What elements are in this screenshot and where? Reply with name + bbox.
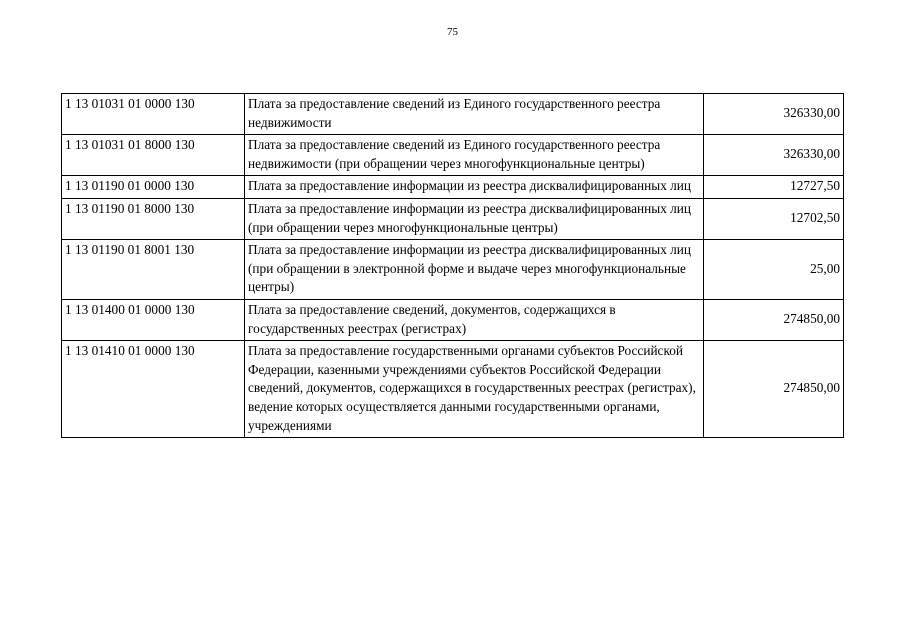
page-number: 75 (447, 26, 458, 38)
table-row (62, 176, 844, 199)
revenue-description: Плата за предоставление информации из реестра дисквалифицированных лиц (245, 176, 704, 199)
table-row (62, 341, 844, 438)
revenue-description: Плата за предоставление сведений из Единого государственного реестра недвижимости (при обращении через многофункциональные центры) (245, 135, 704, 176)
budget-classification-code: 1 13 01190 01 8000 130 (62, 198, 245, 239)
revenue-amount: 274850,00 (704, 341, 844, 438)
budget-classification-code: 1 13 01190 01 8001 130 (62, 240, 245, 300)
table-row (62, 94, 844, 135)
revenue-description: Плата за предоставление государственными органами субъектов Российской Федерации, казенными учреждениями субъектов Российской Федерации сведений, документов, содержащихся в государственных реестрах (регистрах), ведение которых осуществляется данными государственными органами, учреждениями (245, 341, 704, 438)
table-row (62, 240, 844, 300)
budget-classification-code: 1 13 01410 01 0000 130 (62, 341, 245, 438)
revenue-description: Плата за предоставление информации из реестра дисквалифицированных лиц (при обращении через многофункциональные центры) (245, 198, 704, 239)
budget-classification-code: 1 13 01031 01 0000 130 (62, 94, 245, 135)
budget-classification-code: 1 13 01031 01 8000 130 (62, 135, 245, 176)
revenue-description: Плата за предоставление сведений из Единого государственного реестра недвижимости (245, 94, 704, 135)
budget-classification-code: 1 13 01400 01 0000 130 (62, 299, 245, 340)
revenue-amount: 326330,00 (704, 94, 844, 135)
budget-classification-code: 1 13 01190 01 0000 130 (62, 176, 245, 199)
revenue-amount: 25,00 (704, 240, 844, 300)
revenue-amount: 12702,50 (704, 198, 844, 239)
table-row (62, 299, 844, 340)
revenue-description: Плата за предоставление сведений, документов, содержащихся в государственных реестрах (регистрах) (245, 299, 704, 340)
revenue-amount: 326330,00 (704, 135, 844, 176)
revenue-amount: 12727,50 (704, 176, 844, 199)
revenue-description: Плата за предоставление информации из реестра дисквалифицированных лиц (при обращении в электронной форме и выдаче через многофункциональные центры) (245, 240, 704, 300)
revenue-amount: 274850,00 (704, 299, 844, 340)
table-row (62, 198, 844, 239)
budget-revenue-table (61, 93, 844, 438)
table-row (62, 135, 844, 176)
